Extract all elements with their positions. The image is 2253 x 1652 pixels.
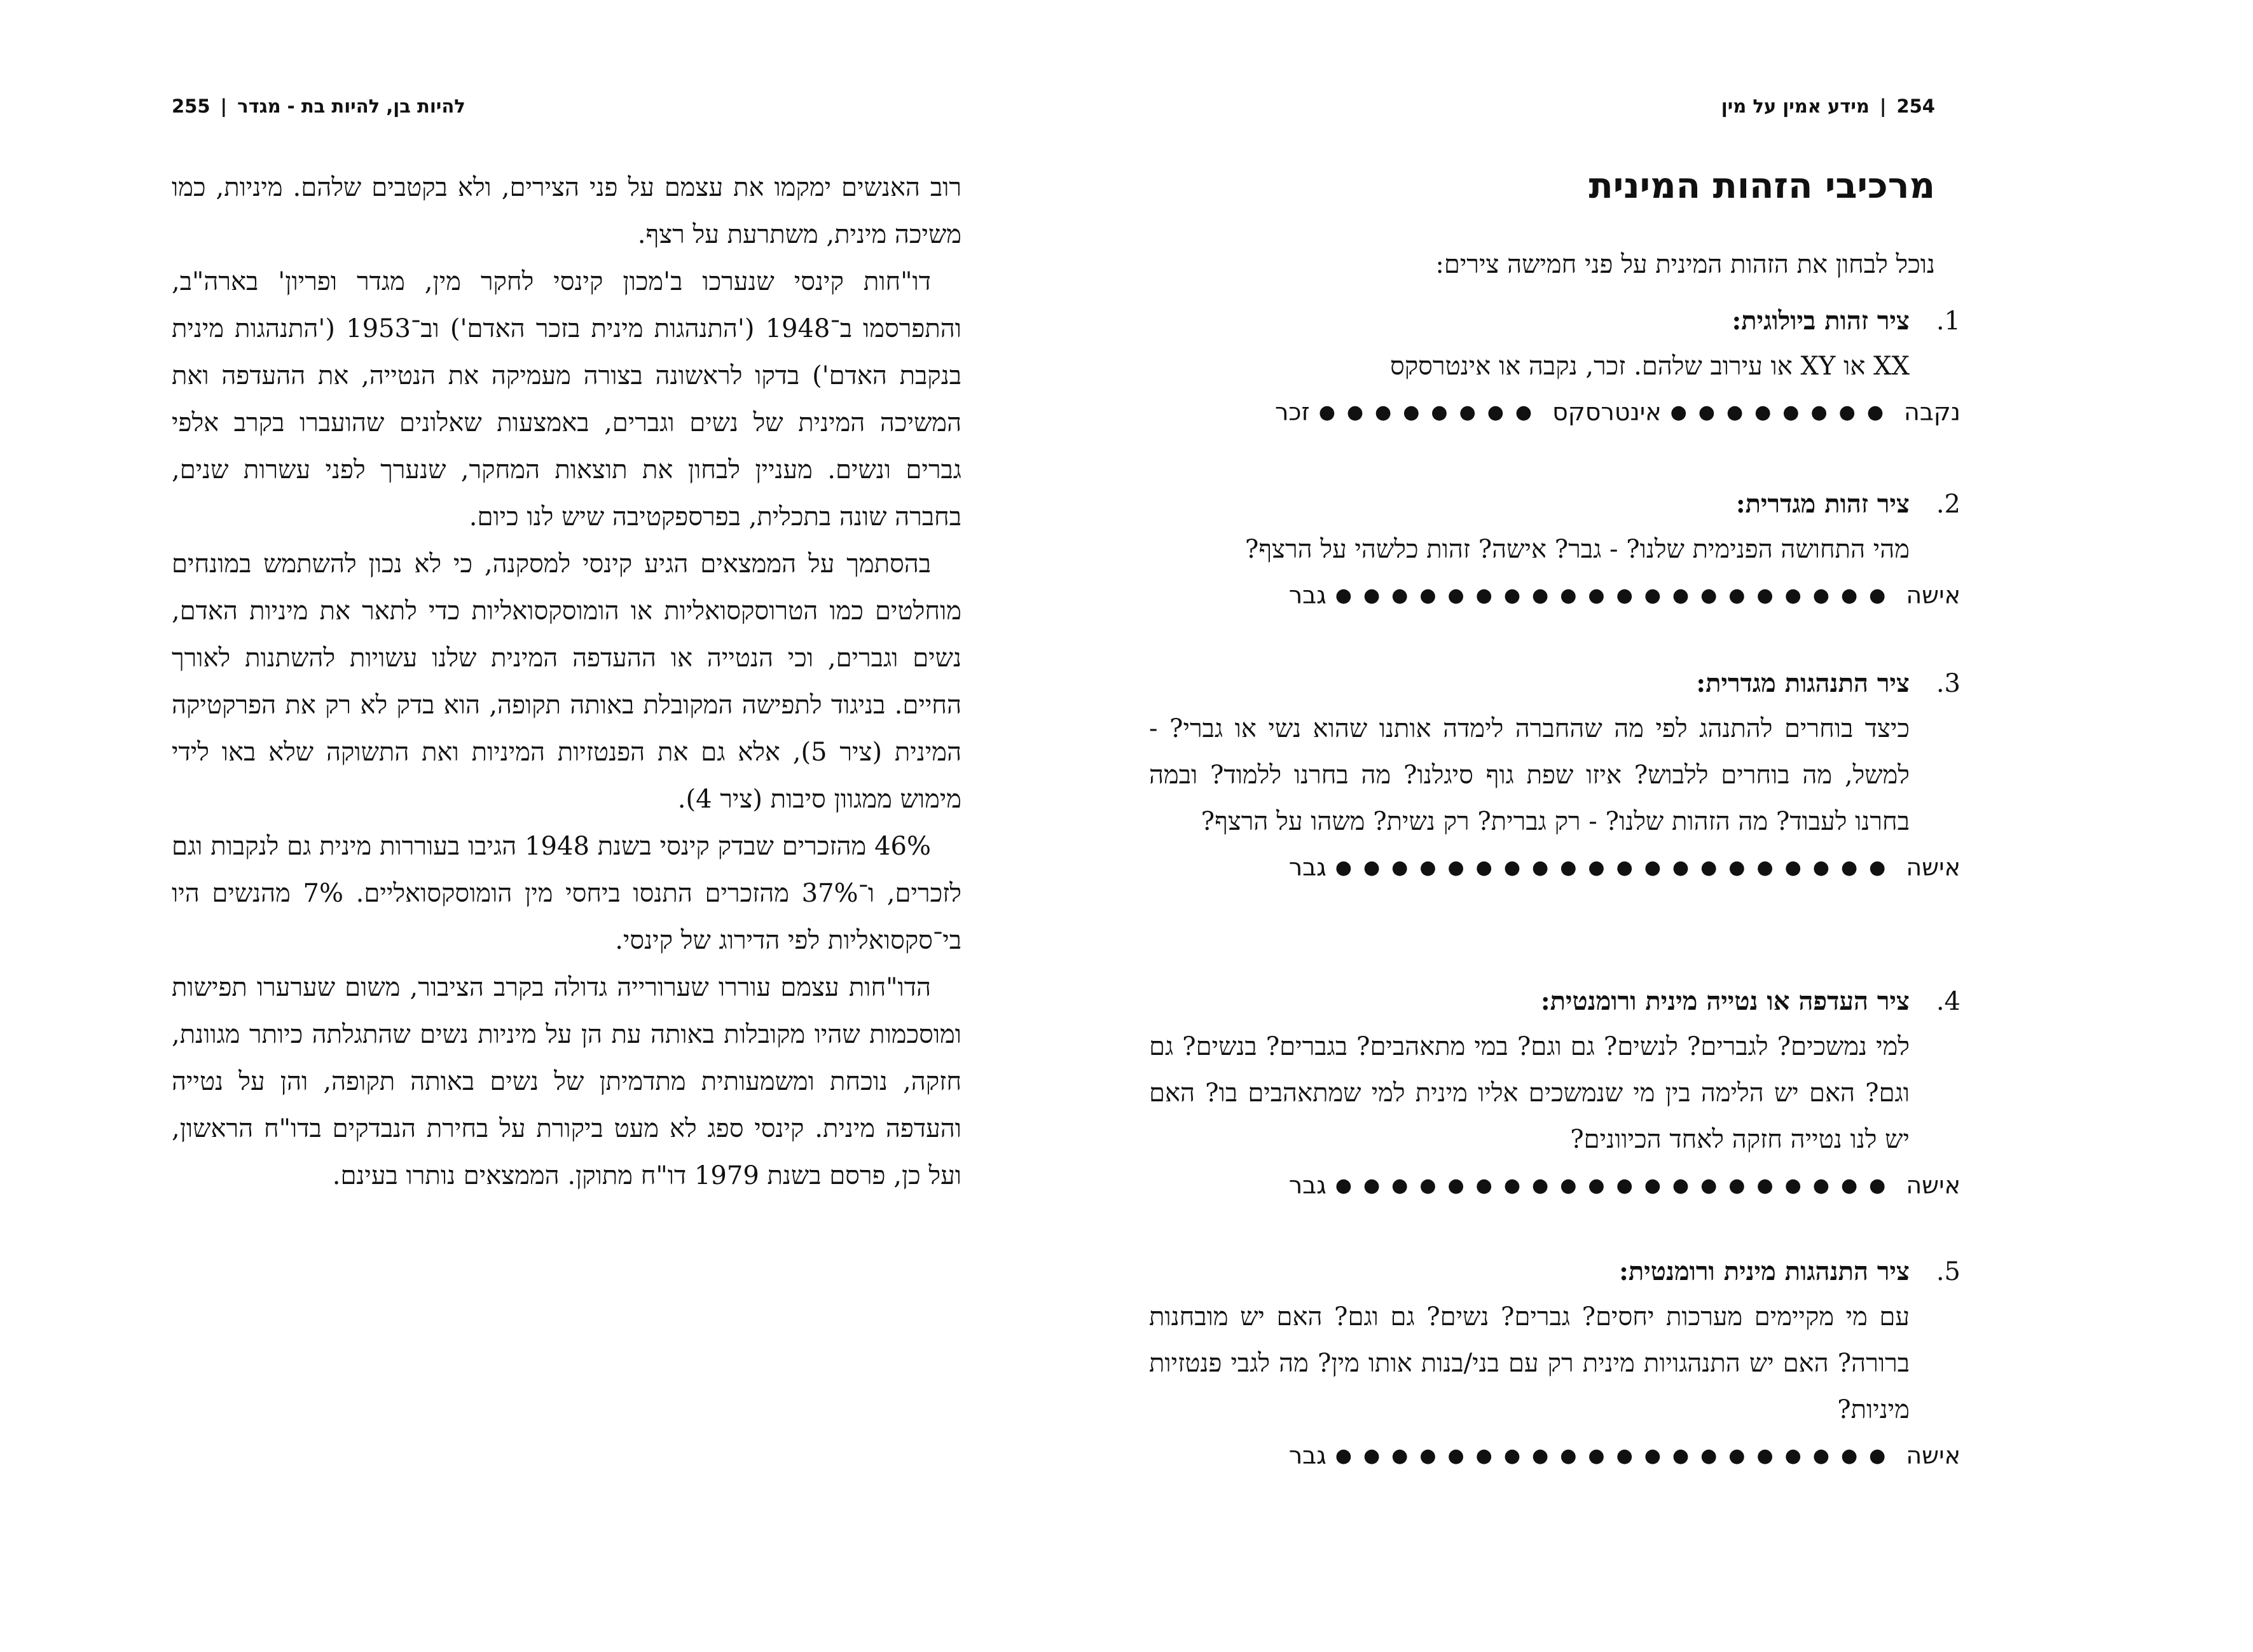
axis-item-3 — [1149, 661, 1960, 890]
axis-item-4 — [1149, 979, 1960, 1208]
axis-scale — [1149, 845, 1960, 890]
axis-description: XX או XY או עירוב שלהם. זכר, נקבה או אינטרסקס — [1390, 352, 1910, 381]
running-head-title: מידע אמין על מין — [1721, 95, 1870, 117]
scale-end-label: אישה — [1906, 853, 1960, 881]
scale-end-label: זכר — [1274, 398, 1310, 426]
running-head-title: להיות בן, להיות בת - מגדר — [237, 95, 465, 117]
axis-number: 1. — [1936, 306, 1960, 336]
axis-number: 3. — [1936, 669, 1960, 698]
axis-item-1 — [1149, 299, 1960, 434]
paragraph: דו"חות קינסי שנערכו ב'מכון קינסי לחקר מין, מגדר ופריון' בארה"ב, והתפרסמו ב־1948 ('התנהגות מינית בזכר האדם') וב־1953 ('התנהגות מינית בנקבת האדם') בדקו לראשונה בצורה מעמיקה את הנטייה, את ההעדפה ואת המשיכה המינית של נשים וגברים, באמצעות שאלונים שהועברו בקרב אלפי גברים ונשים. מעניין לבחון את תוצאות המחקר, שנערך לפני עשרות שנים, בחברה שונה בתכלית, בפרספקטיבה שיש לנו כיום. — [172, 267, 962, 532]
body-text — [172, 164, 961, 1199]
axis-scale — [1149, 390, 1960, 434]
scale-end-label: נקבה — [1904, 398, 1960, 426]
axis-description: למי נמשכים? לגברים? לנשים? גם וגם? במי מתאהבים? בגברים? בנשים? גם וגם? האם יש הלימה בין מי שנמשכים אליו מינית למי שמתאהבים בו? האם יש לנו נטייה חזקה לאחד הכיוונים? — [1149, 1032, 1910, 1154]
axis-number: 5. — [1936, 1257, 1960, 1286]
scale-dots: ●●●●●●●● — [1318, 401, 1544, 423]
scale-dots: ●●●●●●●●●●●●●●●●●●●● — [1335, 1444, 1898, 1467]
paragraph: בהסתמך על הממצאים הגיע קינסי למסקנה, כי לא נכון להשתמש במונחים מוחלטים כמו הטרוסקסואליות או הומוסקסואליות כדי לתאר את מיניות האדם, נשים וגברים, וכי הנטייה או ההעדפה המינית שלנו עשויות להשתנות לאורך החיים. בניגוד לתפישה המקובלת באותה תקופה, הוא בדק לא רק את הפרקטיקה המינית (ציר 5), אלא גם את הפנטזיות המיניות ואת התשוקה שלא באו לידי מימוש ממגוון סיבות (ציר 4). — [172, 549, 961, 814]
axis-title: ציר התנהגות מינית ורומנטית: — [1619, 1256, 1910, 1286]
page-number: 255 — [172, 95, 210, 117]
axis-title: ציר זהות ביולוגית: — [1732, 306, 1910, 336]
scale-dots: ●●●●●●●●●●●●●●●●●●●● — [1335, 856, 1898, 879]
section-title: מרכיבי הזהות המינית — [1588, 165, 1935, 207]
axis-heading — [1149, 482, 1960, 527]
paragraph: רוב האנשים ימקמו את עצמם על פני הצירים, ולא בקטבים שלהם. מיניות, כמו משיכה מינית, משתרעת על רצף. — [172, 173, 961, 249]
axis-scale — [1149, 1433, 1960, 1478]
axis-item-5 — [1149, 1249, 1960, 1478]
axis-title: ציר העדפה או נטייה מינית ורומנטית: — [1540, 986, 1910, 1016]
axis-number: 4. — [1936, 987, 1960, 1016]
axis-heading — [1149, 979, 1960, 1024]
paragraph: הדו"חות עצמם עוררו שערורייה גדולה בקרב הציבור, משום שערערו תפישות ומוסכמות שהיו מקובלות באותה עת הן על מיניות נשים שהתגלתה כיותר מגוונת, חזקה, נוכחת ומשמעותית מתדמיתן של נשים באותה תקופה, והן על נטייה והעדפה מינית. קינסי ספג לא מעט ביקורת על בחירת הנבדקים בדו"ח הראשון, ועל כן, פרסם בשנת 1979 דו"ח מתוקן. הממצאים נותרו בעינם. — [172, 973, 961, 1190]
axis-description: מהי התחושה הפנימית שלנו? - גבר? אישה? זהות כלשהי על הרצף? — [1244, 535, 1910, 564]
scale-mid-label: אינטרסקס — [1552, 398, 1662, 426]
head-separator: | — [220, 95, 228, 117]
axis-item-2 — [1149, 482, 1960, 617]
intro-text: נוכל לבחון את הזהות המינית על פני חמישה צירים: — [1435, 250, 1935, 279]
axis-heading — [1149, 661, 1960, 706]
scale-dots: ●●●●●●●● — [1670, 401, 1896, 423]
axis-scale — [1149, 573, 1960, 617]
head-separator: | — [1879, 95, 1887, 117]
running-head-right — [1721, 95, 1935, 117]
left-page — [0, 0, 1126, 1652]
axis-scale — [1149, 1163, 1960, 1208]
axis-title: ציר זהות מגדרית: — [1735, 489, 1910, 519]
right-page — [1126, 0, 2253, 1652]
scale-dots: ●●●●●●●●●●●●●●●●●●●● — [1335, 584, 1898, 607]
scale-dots: ●●●●●●●●●●●●●●●●●●●● — [1335, 1174, 1898, 1197]
axis-heading — [1149, 1249, 1960, 1294]
axis-description: עם מי מקיימים מערכות יחסים? גברים? נשים? גם וגם? האם יש מובחנות ברורה? האם יש התנהגויות מינית רק עם בני/בנות אותו מין? מה לגבי פנטזיות מיניות? — [1149, 1302, 1910, 1424]
scale-end-label: גבר — [1288, 1171, 1326, 1199]
scale-end-label: אישה — [1906, 1442, 1960, 1470]
scale-end-label: אישה — [1906, 1171, 1960, 1199]
scale-end-label: אישה — [1906, 581, 1960, 609]
axis-title: ציר התנהגות מגדרית: — [1696, 668, 1910, 698]
scale-end-label: גבר — [1288, 581, 1326, 609]
axis-heading — [1149, 299, 1960, 343]
axis-number: 2. — [1936, 490, 1960, 519]
scale-end-label: גבר — [1288, 853, 1326, 881]
running-head-left — [172, 95, 465, 117]
page-number: 254 — [1896, 95, 1935, 117]
paragraph: 46% מהזכרים שבדק קינסי בשנת 1948 הגיבו בעוררות מינית גם לנקבות וגם לזכרים, ו־37% מהזכרים התנסו ביחסי מין הומוסקסואליים. 7% מהנשים היו בי־סקסואליות לפי הדירוג של קינסי. — [172, 832, 961, 955]
scale-end-label: גבר — [1288, 1442, 1326, 1470]
axis-description: כיצד בוחרים להתנהג לפי מה שהחברה לימדה אותנו שהוא נשי או גברי? - למשל, מה בוחרים ללבוש? איזו שפת גוף סיגלנו? מה בחרנו ללמוד? ובמה בחרנו לעבוד? מה הזהות שלנו? - רק גברית? רק נשית? משהו על הרצף? — [1149, 714, 1910, 836]
